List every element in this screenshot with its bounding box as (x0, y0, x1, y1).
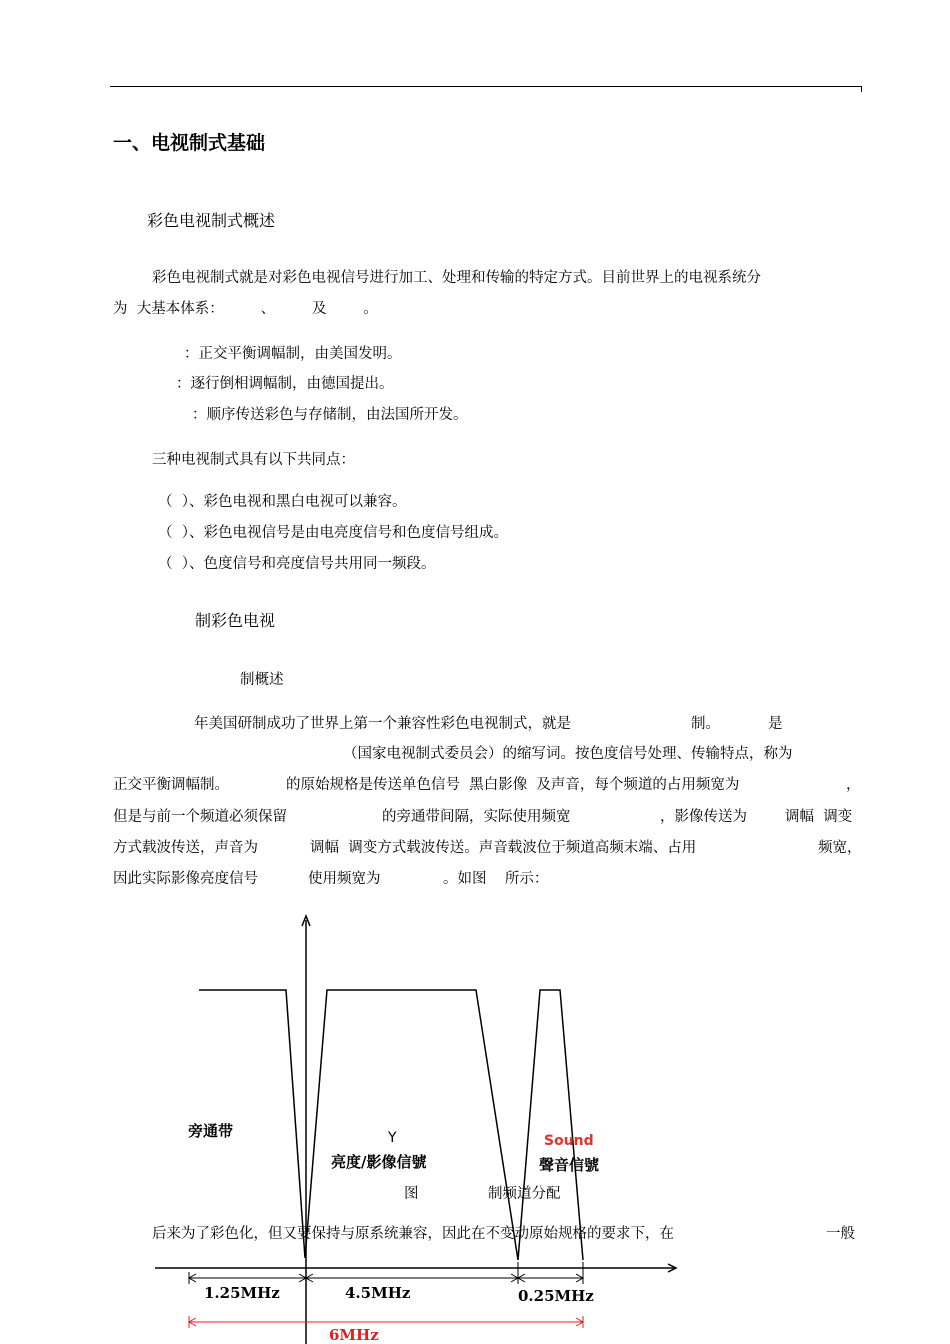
last-line: 后来为了彩色化，但又要保持与原系统兼容，因此在不变动原始规格的要求下，在 (152, 1226, 674, 1242)
dim-label-guard: 1.25MHz (204, 1284, 280, 1302)
para-line-6a: 因此实际影像亮度信号 (113, 871, 258, 887)
intro-line-1: 彩色电视制式就是对彩色电视信号进行加工、处理和传输的特定方式。目前世界上的电视系统分 (152, 270, 761, 286)
para-line-3c: ， (846, 777, 861, 793)
para-line-5c: 频宽， (818, 840, 862, 856)
common-point-1: （ ）、彩色电视和黑白电视可以兼容。 (158, 494, 407, 510)
label-sound-signal: 聲音信號 (539, 1156, 600, 1174)
section-title: 一、电视制式基础 (113, 132, 266, 154)
ntsc-section-title: 制彩色电视 (195, 611, 276, 630)
para-line-4a: 但是与前一个频道必须保留 (113, 809, 287, 825)
para-line-3b: 的原始规格是传送单色信号 黑白影像 及声音，每个频道的占用频宽为 (286, 777, 740, 793)
figure-caption-label: 图 (404, 1186, 419, 1202)
common-point-2: （ ）、彩色电视信号是由电亮度信号和色度信号组成。 (158, 525, 508, 541)
common-point-3: （ ）、色度信号和亮度信号共用同一频段。 (158, 556, 436, 572)
para-line-4d: 调幅 调变 (785, 809, 853, 825)
sub-title: 彩色电视制式概述 (147, 211, 276, 230)
dim-label-video: 4.5MHz (345, 1284, 411, 1302)
intro-line-2: 为 大基本体系： 、 及 。 (113, 301, 378, 317)
label-sound-en: Sound (544, 1133, 594, 1149)
para-line-1c: 是 (768, 716, 783, 732)
para-line-3a: 正交平衡调幅制。 (113, 777, 229, 793)
system-item-secam: ：顺序传送彩色与存储制，由法国所开发。 (192, 407, 468, 423)
ntsc-overview-title: 制概述 (240, 672, 284, 688)
dim-label-sound: 0.25MHz (518, 1287, 594, 1305)
para-line-2: （国家电视制式委员会）的缩写词。按色度信号处理、传输特点，称为 (343, 746, 793, 762)
common-intro: 三种电视制式具有以下共同点： (152, 452, 355, 468)
para-line-6b: 使用频宽为 (308, 871, 381, 887)
para-line-5a: 方式载波传送，声音为 (113, 840, 258, 856)
figure-caption-text: 制频道分配 (488, 1186, 561, 1202)
para-line-4b: 的旁通带间隔，实际使用频宽 (382, 809, 571, 825)
label-guard-band: 旁通带 (188, 1122, 234, 1140)
label-video-signal: 亮度/影像信號 (331, 1153, 427, 1171)
dim-label-total: 6MHz (329, 1326, 379, 1344)
system-item-ntsc: ：正交平衡调幅制，由美国发明。 (184, 346, 402, 362)
spectrum-outline (199, 990, 583, 1260)
label-y: Y (388, 1130, 397, 1146)
para-line-4c: ，影像传送为 (660, 809, 747, 825)
para-line-6c: 。如图 所示： (443, 871, 549, 887)
system-item-pal: ：逐行倒相调幅制，由德国提出。 (176, 376, 394, 392)
para-line-5b: 调幅 调变方式载波传送。声音载波位于频道高频末端、占用 (310, 840, 697, 856)
last-line-tail: 一般 (826, 1226, 855, 1242)
para-line-1b: 制。 (691, 716, 720, 732)
para-line-1a: 年美国研制成功了世界上第一个兼容性彩色电视制式，就是 (194, 716, 571, 732)
